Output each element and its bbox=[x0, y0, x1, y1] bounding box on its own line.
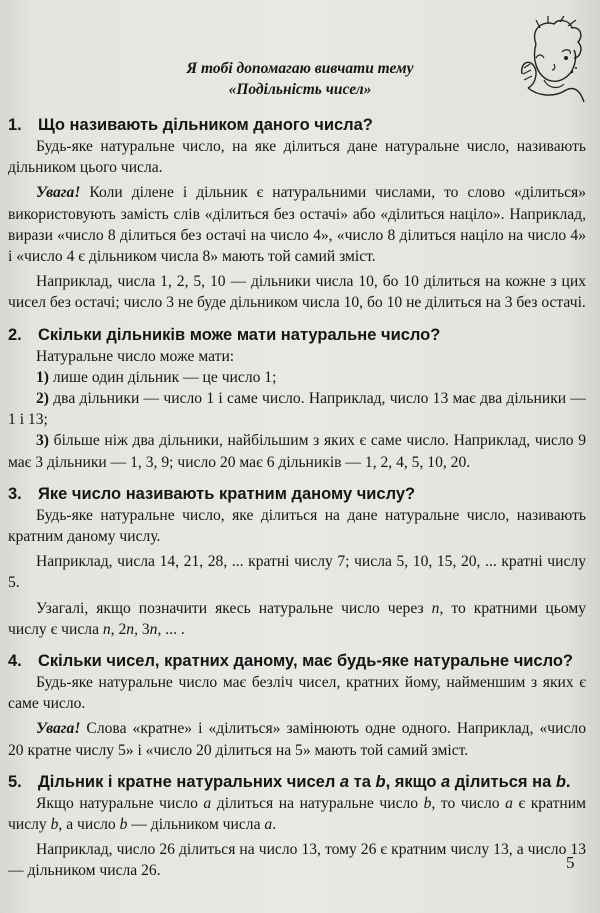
page-number: 5 bbox=[566, 853, 575, 872]
paragraph: Наприклад, число 26 ділиться на число 13, тому 26 є кратним числу 13, а число 13 — дільником числа 26. bbox=[8, 841, 586, 880]
text-run: Узагалі, якщо позначити якесь натуральне число через bbox=[36, 599, 432, 617]
list-item bbox=[8, 430, 586, 472]
section-heading bbox=[8, 650, 586, 672]
text-run: . bbox=[565, 772, 571, 791]
text-run: , 2 bbox=[110, 620, 127, 638]
text-run: , якщо bbox=[385, 772, 442, 791]
text-run: Дільник і кратне натуральних чисел bbox=[38, 772, 340, 791]
math-var: a bbox=[505, 794, 513, 812]
math-var: n bbox=[431, 599, 440, 617]
text-run: , 3 bbox=[134, 620, 150, 638]
note-text: Слова «кратне» і «ділиться» замінюють одне одного. Наприклад, «число 20 кратне числу 5» і «число 20 ділиться на 5» мають той самий зміст. bbox=[8, 720, 586, 759]
paragraph bbox=[8, 718, 586, 760]
paragraph: Будь-яке натуральне число, на яке ділиться дане натуральне число, називають дільником цього числа. bbox=[8, 138, 586, 177]
math-var: b bbox=[555, 772, 566, 791]
section-number: 1. bbox=[8, 116, 22, 134]
page-content bbox=[8, 114, 586, 892]
list-marker: 2) bbox=[36, 390, 49, 408]
math-var: a bbox=[339, 772, 350, 791]
section-number: 3. bbox=[8, 484, 22, 503]
text-run: ділиться на bbox=[450, 772, 556, 791]
list-text: більше ніж два дільники, найбільшим з яких є саме число. Наприклад, число 9 має 3 дільники — 1, 3, 9; число 20 має 6 дільників — 1, 2, 4, 5, 10, 20. bbox=[8, 432, 586, 471]
paragraph bbox=[8, 182, 586, 267]
text-run: , а число bbox=[58, 816, 120, 834]
section-3 bbox=[8, 483, 586, 640]
math-var: b bbox=[119, 816, 128, 834]
section-number: 2. bbox=[8, 325, 22, 344]
text-run: ділиться на натуральне число bbox=[211, 794, 424, 812]
header-line-1: Я тобі допомагаю вивчати тему bbox=[186, 60, 414, 77]
math-var: b bbox=[423, 794, 432, 812]
text-run: , то число bbox=[431, 794, 506, 812]
section-title bbox=[38, 771, 571, 793]
text-run: є кратним числу bbox=[8, 794, 586, 834]
text-run: — дільником числа bbox=[127, 816, 265, 834]
list-marker: 3) bbox=[36, 432, 49, 450]
text-run: Якщо натуральне число bbox=[36, 794, 204, 812]
math-var: a bbox=[264, 816, 273, 834]
paragraph bbox=[8, 793, 586, 835]
paragraph: Натуральне число може мати: bbox=[36, 347, 235, 365]
section-number: 5. bbox=[8, 772, 22, 791]
section-number: 4. bbox=[8, 652, 22, 671]
math-var: n bbox=[149, 620, 158, 638]
math-var: b bbox=[375, 772, 386, 791]
section-1 bbox=[8, 114, 586, 314]
math-var: b bbox=[50, 816, 59, 834]
math-var: n bbox=[126, 620, 135, 638]
paragraph: Будь-яке натуральне число має безліч чисел, кратних йому, найменшим з яких є саме число. bbox=[8, 674, 586, 713]
section-heading bbox=[8, 324, 586, 346]
list-item bbox=[8, 367, 586, 388]
text-run: та bbox=[349, 772, 376, 791]
list-text: два дільники — число 1 і саме число. Наприклад, число 13 має два дільники — 1 і 13; bbox=[8, 390, 586, 429]
note-text: Коли ділене і дільник є натуральними числами, то слово «ділиться» використовують замість слів «ділиться без остачі» або «ділиться націло». Наприклад, вирази «число 8 ділиться без остачі на число 4», «число 8 ділиться націло на число 4» і «число 4 є дільником числа 8» мають той самий зміст. bbox=[8, 184, 586, 266]
page-header bbox=[0, 58, 600, 100]
text-run: , ... . bbox=[157, 620, 185, 638]
section-2 bbox=[8, 324, 586, 473]
paragraph: Наприклад, числа 1, 2, 5, 10 — дільники числа 10, бо 10 ділиться на кожне з цих чисел без остачі; число 3 не буде дільником числа 10, бо 10 не ділиться на 3 без остачі. bbox=[8, 273, 586, 312]
section-title: Яке число називають кратним даному числу? bbox=[38, 484, 416, 503]
note-lead: Увага! bbox=[36, 184, 81, 202]
math-var: a bbox=[203, 794, 212, 812]
paragraph: Будь-яке натуральне число, яке ділиться на дане натуральне число, називають кратним даному числу. bbox=[8, 506, 586, 546]
section-title: Скільки чисел, кратних даному, має будь-яке натуральне число? bbox=[38, 652, 574, 671]
paragraph bbox=[8, 598, 586, 640]
note-lead: Увага! bbox=[36, 720, 81, 738]
math-var: n bbox=[102, 620, 111, 638]
section-heading bbox=[8, 114, 586, 136]
section-title: Що називають дільником даного числа? bbox=[38, 116, 373, 134]
paragraph: Наприклад, числа 14, 21, 28, ... кратні числу 7; числа 5, 10, 15, 20, ... кратні числу 5. bbox=[8, 553, 586, 592]
header-line-2: «Подільність чисел» bbox=[228, 81, 372, 98]
section-5 bbox=[8, 771, 586, 882]
section-heading bbox=[8, 771, 586, 793]
list-text: лише один дільник — це число 1; bbox=[49, 368, 277, 386]
section-title: Скільки дільників може мати натуральне число? bbox=[38, 325, 441, 344]
list-marker: 1) bbox=[36, 368, 49, 386]
section-4 bbox=[8, 650, 586, 761]
list-item bbox=[8, 388, 586, 430]
math-var: a bbox=[441, 772, 451, 791]
text-run: . bbox=[272, 816, 277, 834]
section-heading bbox=[8, 483, 586, 505]
text-run: , то кратними цьому числу є числа bbox=[8, 599, 586, 638]
